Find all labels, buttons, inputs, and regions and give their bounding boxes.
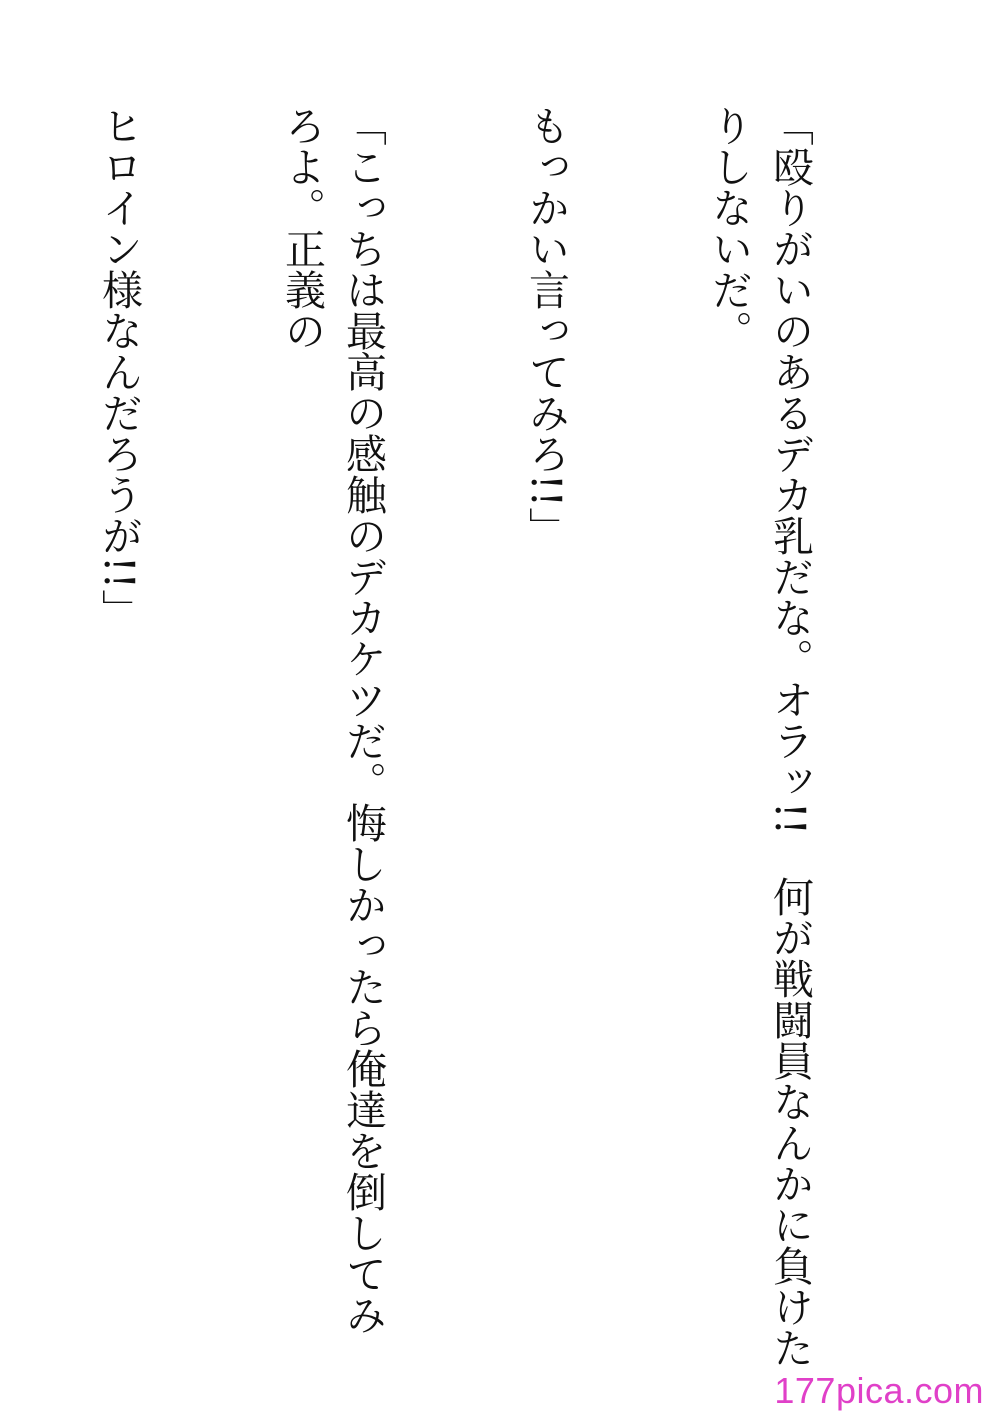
vertical-text-block [0,105,942,1375]
text-line-3: 「こっちは最高の感触のデカケツだ。悔しかったら俺達を倒してみろよ。正義の [278,105,387,1335]
site-watermark: 177pica.com [774,1370,984,1411]
text-line-1: 「殴りがいのあるデカ乳だな。オラッ!! 何が戦闘員なんかに負けたりしないだ。 [705,105,814,1368]
text-line-4: ヒロイン様なんだろうが!!」 [95,105,143,630]
text-line-2: もっかい言ってみろ!!」 [522,105,570,548]
